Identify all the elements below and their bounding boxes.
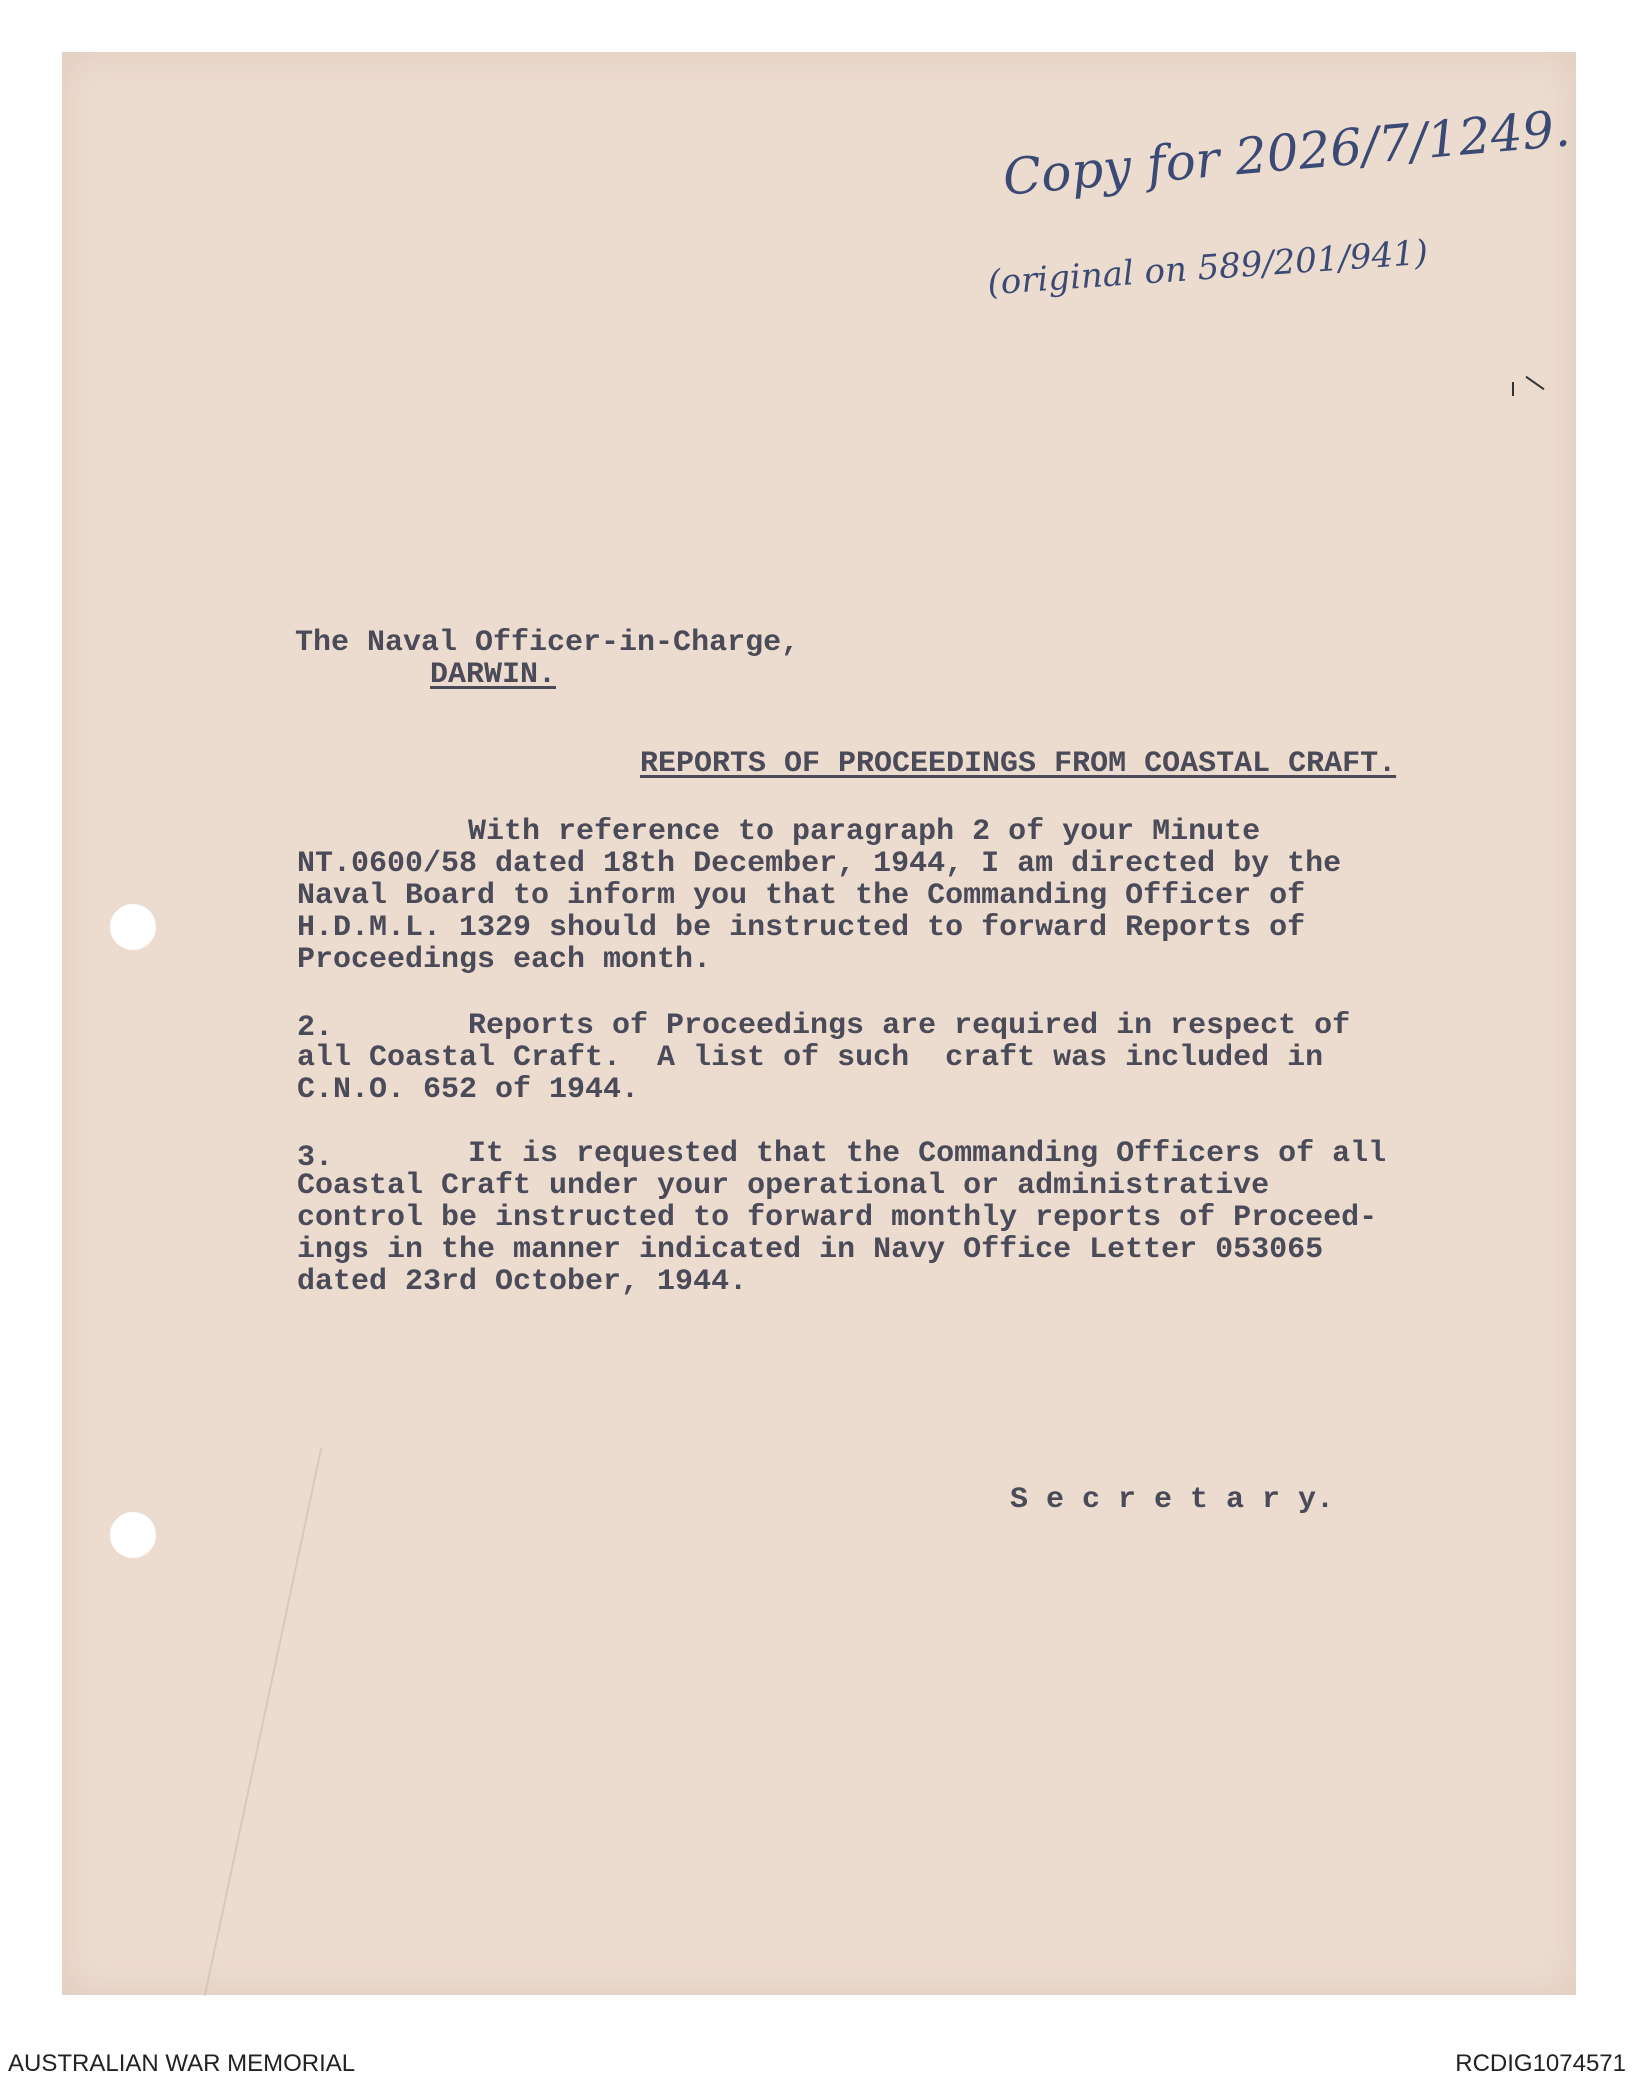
paragraph-2-line-1: Reports of Proceedings are required in respect of — [468, 1009, 1351, 1043]
paragraph-3-number: 3. — [297, 1141, 334, 1175]
footer-image-id: RCDIG1074571 — [1455, 2050, 1626, 2077]
paragraph-3-line-5: dated 23rd October, 1944. — [297, 1265, 748, 1299]
paper-edge-mark — [1512, 382, 1514, 396]
punch-hole-bottom — [110, 1512, 156, 1558]
addressee-location: DARWIN. — [430, 658, 557, 692]
paragraph-1-line-1: With reference to paragraph 2 of your Minute — [468, 815, 1261, 849]
footer-archive-name: AUSTRALIAN WAR MEMORIAL — [8, 2050, 356, 2077]
paragraph-3-line-2: Coastal Craft under your operational or administrative — [297, 1169, 1270, 1203]
punch-hole-top — [110, 904, 156, 950]
paper-edge-mark — [1525, 376, 1544, 390]
paragraph-1-line-5: Proceedings each month. — [297, 943, 712, 977]
paragraph-1-line-4: H.D.M.L. 1329 should be instructed to forward Reports of — [297, 911, 1306, 945]
document-page — [62, 52, 1576, 1995]
handwritten-copy-note: Copy for 2026/7/1249. — [1000, 99, 1573, 207]
paragraph-2-line-2: all Coastal Craft. A list of such craft was included in — [297, 1041, 1324, 1075]
handwritten-original-note: (original on 589/201/941) — [986, 232, 1430, 304]
signature-secretary: S e c r e t a r y. — [1010, 1483, 1335, 1517]
paragraph-3-line-4: ings in the manner indicated in Navy Office Letter 053065 — [297, 1233, 1324, 1267]
paragraph-2-line-3: C.N.O. 652 of 1944. — [297, 1073, 640, 1107]
addressee-line-1: The Naval Officer-in-Charge, — [295, 626, 800, 660]
paragraph-1-line-3: Naval Board to inform you that the Commanding Officer of — [297, 879, 1306, 913]
paper-crease-line — [204, 1448, 322, 1996]
paragraph-1-line-2: NT.0600/58 dated 18th December, 1944, I am directed by the — [297, 847, 1342, 881]
paragraph-3-line-1: It is requested that the Commanding Officers of all — [468, 1137, 1387, 1171]
paragraph-3-line-3: control be instructed to forward monthly reports of Proceed- — [297, 1201, 1378, 1235]
subject-heading: REPORTS OF PROCEEDINGS FROM COASTAL CRAFT. — [640, 747, 1397, 781]
paragraph-2-number: 2. — [297, 1011, 334, 1045]
